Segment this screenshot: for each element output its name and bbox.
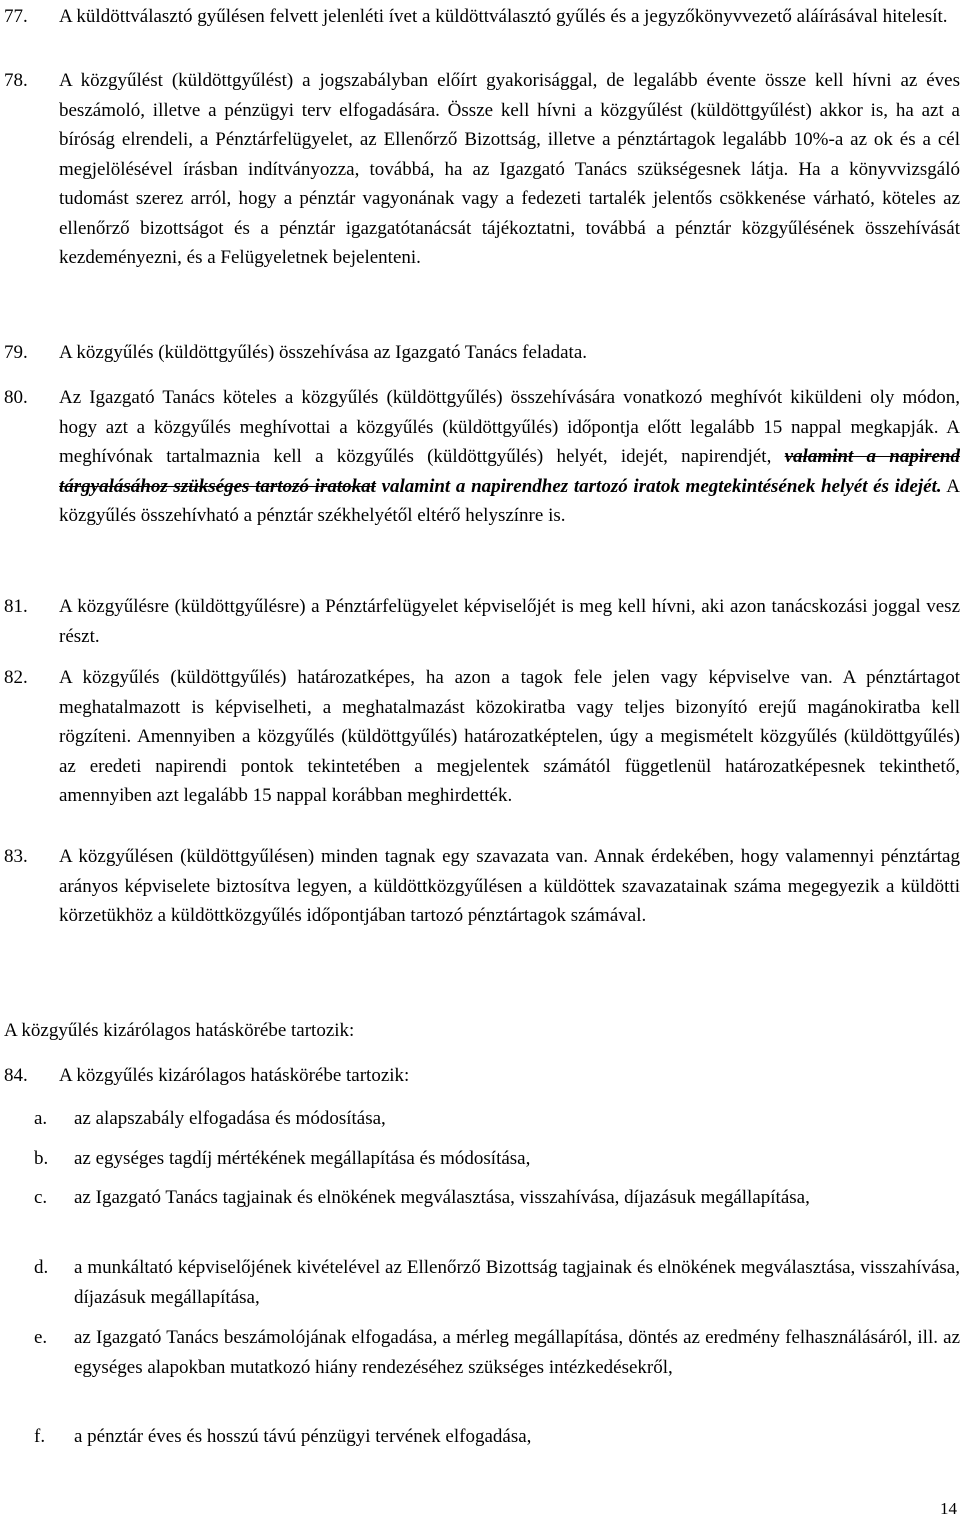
paragraph-text: A küldöttválasztó gyűlésen felvett jelenléti ívet a küldöttválasztó gyűlés és a jegyzőkönyvvezető aláírásával hitelesít. (59, 6, 948, 27)
list-text: az Igazgató Tanács tagjainak és elnökének megválasztása, visszahívása, díjazásuk megállapítása, (74, 1187, 810, 1208)
deleted-text: valamint a napirend tárgyalásához szükséges tartozó iratokat (59, 446, 960, 497)
list-letter: d. (34, 1257, 49, 1278)
paragraph-text: A közgyűlésre (küldöttgyűlésre) a Pénztárfelügyelet képviselőjét is meg kell hívni, aki azon tanácskozási joggal vesz részt. (59, 596, 960, 647)
paragraph-number: 78. (4, 70, 28, 91)
list-letter: e. (34, 1327, 48, 1348)
section-heading: A közgyűlés kizárólagos hatáskörébe tartozik: (4, 1020, 355, 1041)
paragraph-text: A közgyűlésen (küldöttgyűlésen) minden tagnak egy szavazata van. Annak érdekében, hogy valamennyi pénztártag arányos képviselete biztosítva legyen, a küldöttközgyűlésen a küldöttek szavazatainak száma megegyezik a küldötti körzetükhöz a küldöttközgyűlés időpontjában tartozó pénztártagok számával. (59, 846, 960, 926)
paragraph-number: 83. (4, 846, 28, 867)
list-letter: f. (34, 1426, 46, 1447)
list-letter: c. (34, 1187, 48, 1208)
paragraph-text: A közgyűlést (küldöttgyűlést) a jogszabályban előírt gyakorisággal, de legalább évente össze kell hívni az éves beszámoló, illetve a pénzügyi terv elfogadására. Össze kell hívni a közgyűlést (küldöttgyűlést) akkor is, ha azt a bíróság elrendeli, a Pénztárfelügyelet, az Ellenőrző Bizottság, illetve a pénztártagok legalább 10%-a az ok és a cél megjelölésével írásban indítványozza, továbbá, ha az Igazgató Tanács szükségesnek látja. Ha a könyvvizsgáló tudomást szerez arról, hogy a pénztár vagyonának vagy a fedezeti tartalék jelentős csökkenése várható, köteles az ellenőrző bizottságot és a pénztár igazgatótanácsát tájékoztatni, továbbá a pénztár közgyűlésének összehívását kezdeményezni, és a Felügyeletnek bejelenteni. (59, 70, 960, 268)
paragraph-number: 82. (4, 667, 28, 688)
list-letter: a. (34, 1108, 48, 1129)
paragraph-number: 81. (4, 596, 28, 617)
list-text: az Igazgató Tanács beszámolójának elfogadása, a mérleg megállapítása, döntés az eredmény felhasználásáról, ill. az egységes alapokban mutatkozó hiány rendezéséhez szükséges intézkedésekről, (74, 1327, 960, 1378)
list-text: a munkáltató képviselőjének kivételével az Ellenőrző Bizottság tagjainak és elnökének megválasztása, visszahívása, díjazásuk megállapítása, (74, 1257, 960, 1308)
paragraph-number: 84. (4, 1065, 28, 1086)
paragraph-number: 77. (4, 6, 28, 27)
list-letter: b. (34, 1148, 49, 1169)
list-text: az alapszabály elfogadása és módosítása, (74, 1108, 386, 1129)
paragraph-number: 79. (4, 342, 28, 363)
paragraph-text: A közgyűlés (küldöttgyűlés) összehívása az Igazgató Tanács feladata. (59, 342, 588, 363)
paragraph-text: Az Igazgató Tanács köteles a közgyűlés (küldöttgyűlés) összehívására vonatkozó meghívót kiküldeni oly módon, hogy azt a közgyűlés meghívottai a közgyűlés (küldöttgyűlés) időpontja előtt legalább 15 nappal megkapják. A meghívónak tartalmaznia kell a közgyűlés (küldöttgyűlés) helyét, idejét, napirendjét, valamint a napirend tárgyalásához szükséges tartozó iratokat valamint a napirendhez tartozó iratok megtekintésének helyét és idejét. A közgyűlés összehívható a pénztár székhelyétől eltérő helyszínre is. (59, 387, 960, 526)
list-text: az egységes tagdíj mértékének megállapítása és módosítása, (74, 1148, 531, 1169)
inserted-text: valamint a napirendhez tartozó iratok megtekintésének helyét és idejét. (381, 475, 942, 497)
page-number: 14 (940, 1499, 957, 1518)
list-text: a pénztár éves és hosszú távú pénzügyi tervének elfogadása, (74, 1426, 532, 1447)
paragraph-text: A közgyűlés kizárólagos hatáskörébe tartozik: (59, 1065, 410, 1086)
paragraph-text: A közgyűlés (küldöttgyűlés) határozatképes, ha azon a tagok fele jelen vagy képviselve van. A pénztártagot meghatalmazott is képviselheti, a meghatalmazást közokiratba vagy teljes bizonyító erejű magánokiratba kell rögzíteni. Amennyiben a közgyűlés (küldöttgyűlés) határozatképtelen, úgy a megismételt közgyűlés (küldöttgyűlés) az eredeti napirendi pontok tekintetében a megjelentek számától függetlenül határozatképesnek tekinthető, amennyiben azt legalább 15 nappal korábban meghirdették. (59, 667, 960, 806)
paragraph-number: 80. (4, 387, 28, 408)
